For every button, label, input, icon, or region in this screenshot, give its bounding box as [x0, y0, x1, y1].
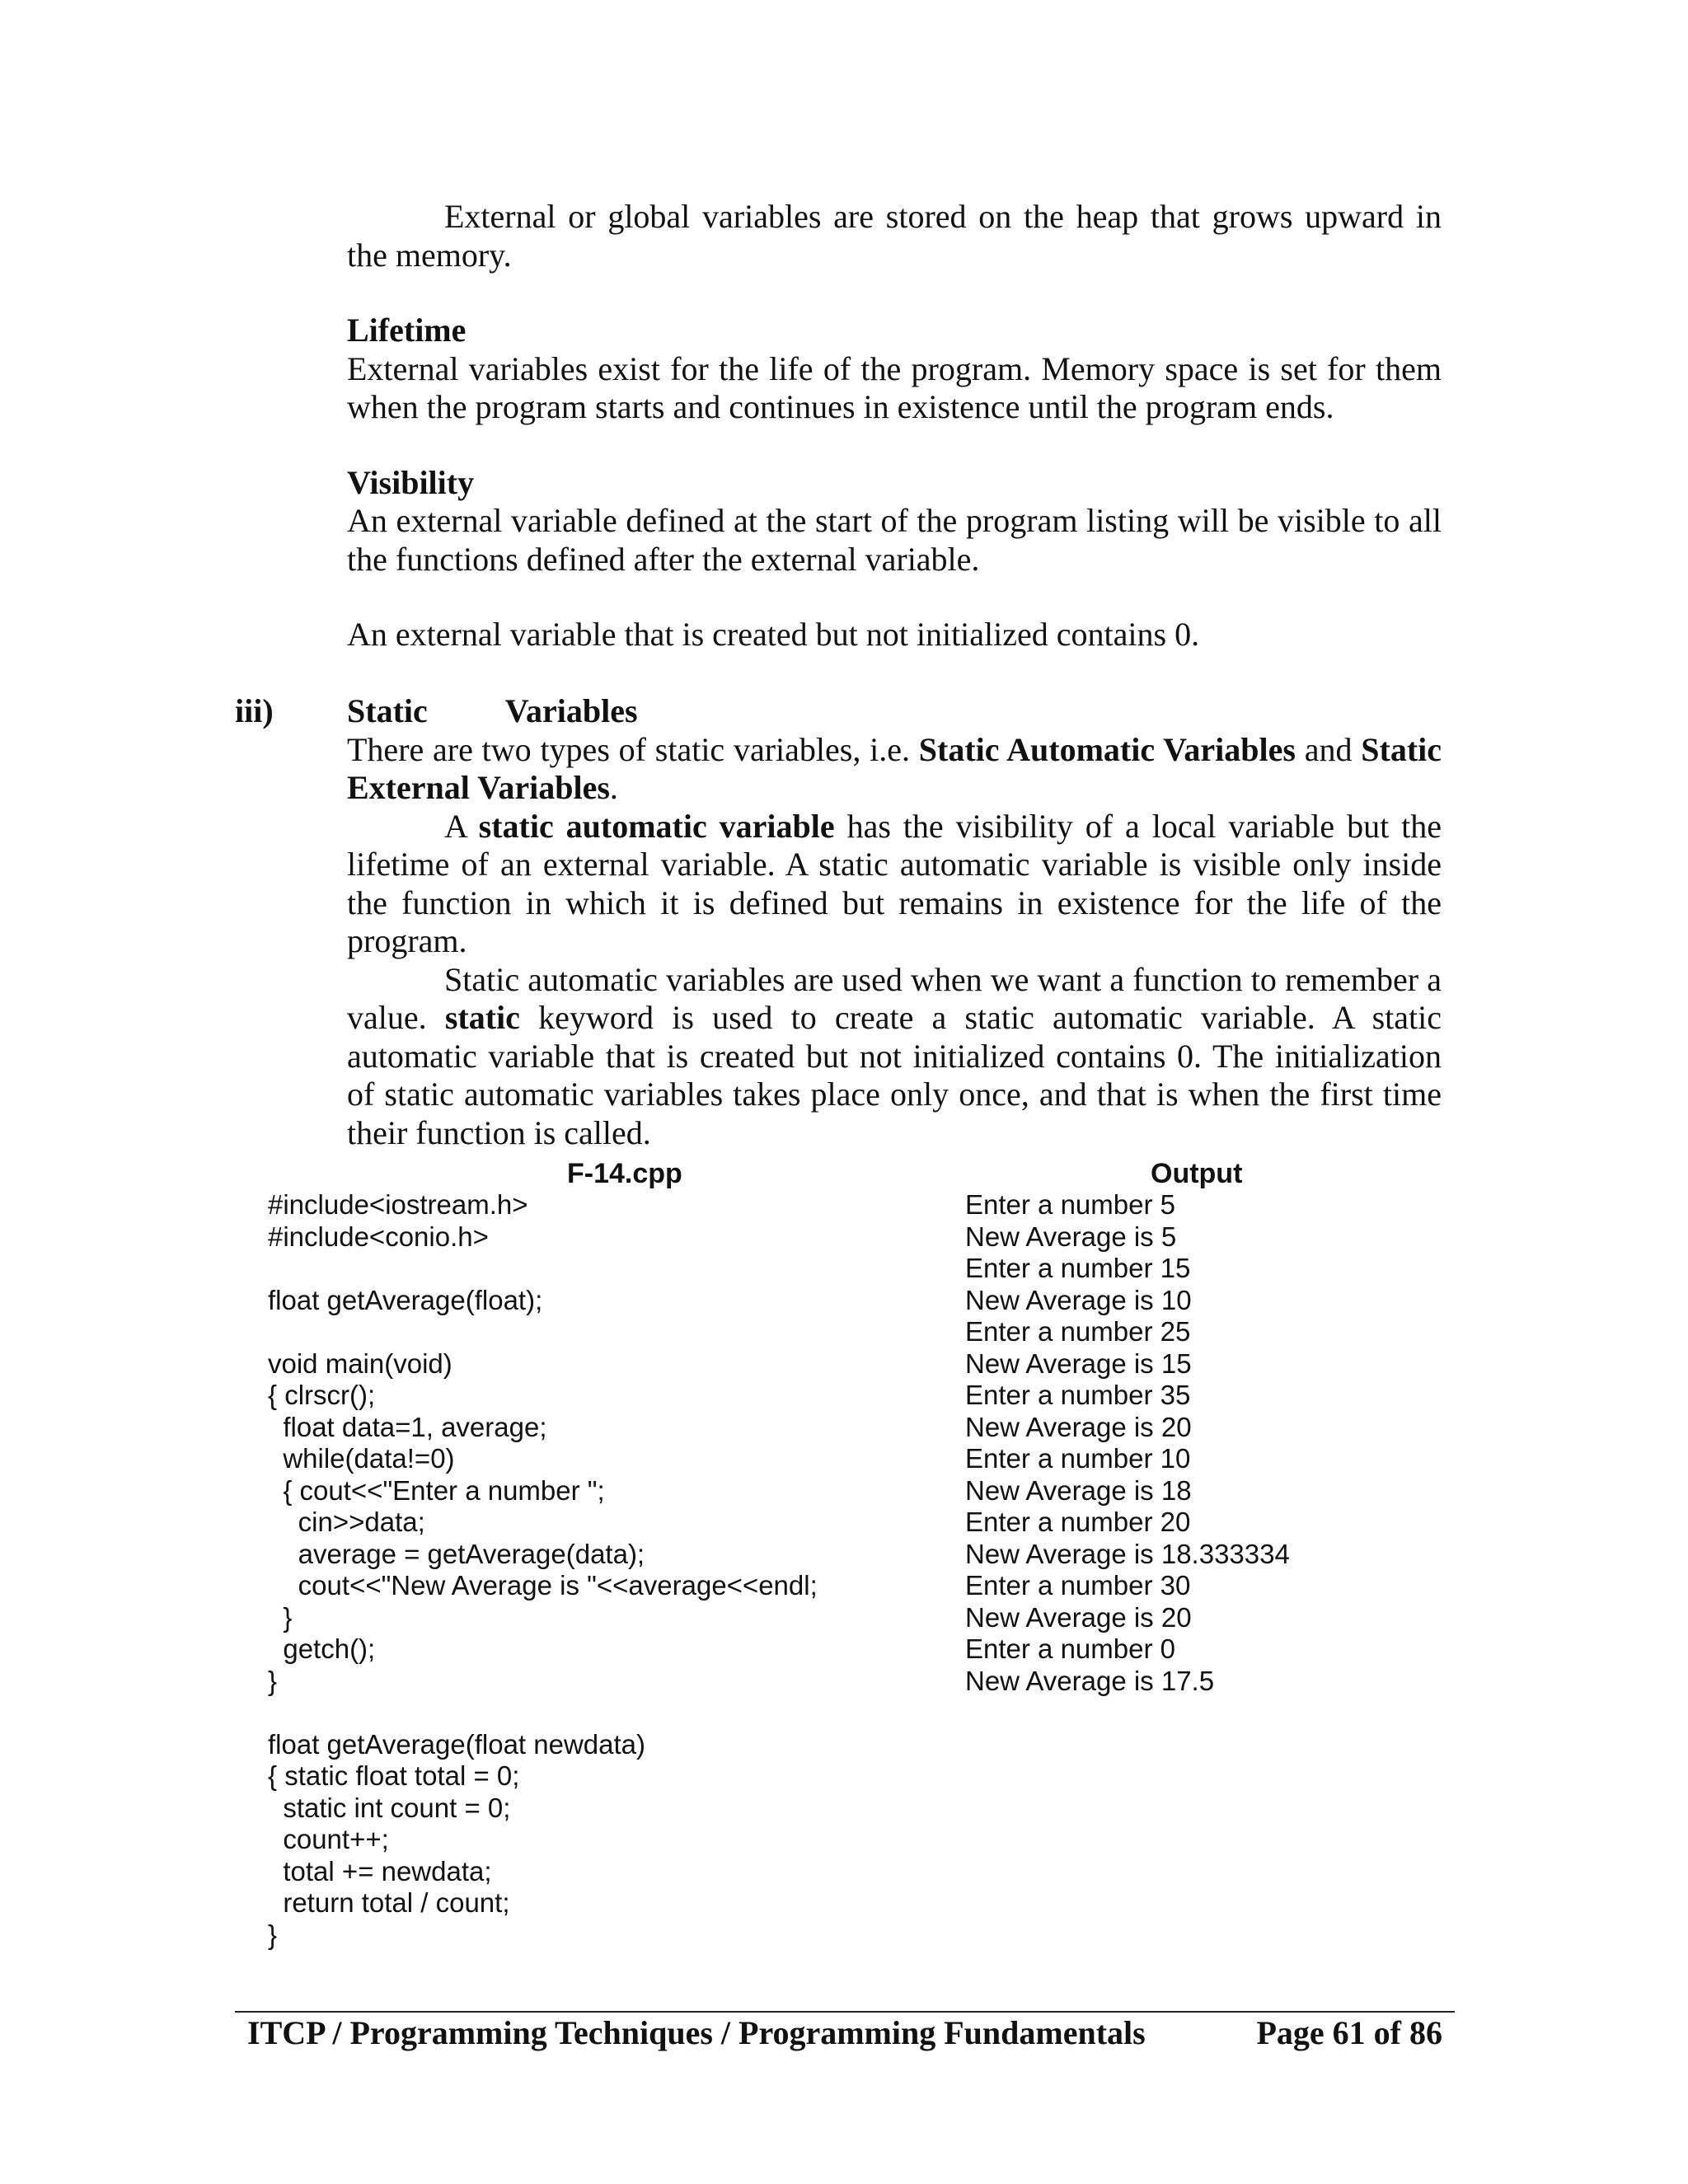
static-variables-heading	[347, 692, 1442, 731]
section-number: iii)	[235, 692, 274, 729]
heading-word-variables: Variables	[504, 692, 638, 729]
p2-text-1: A	[444, 807, 467, 845]
intro-bold-1: Static Automatic Variables	[918, 730, 1296, 768]
visibility-heading: Visibility	[347, 463, 475, 501]
intro-bold-2: Static External Variables	[347, 730, 1442, 806]
p3-text-2: keyword is used to create a static automatic variable. A static automatic variable that is created but not initialized contains 0. The initialization of static automatic variables takes place only once, and that is when the first time their function is called.	[347, 999, 1442, 1151]
code-title: F-14.cpp	[567, 1158, 682, 1189]
static-intro-paragraph	[347, 731, 1442, 808]
heap-paragraph: External or global variables are stored on the heap that grows upward in the memory.	[347, 198, 1442, 274]
intro-text-2: and	[1304, 730, 1353, 768]
p2-text-2: has the visibility of a local variable but the lifetime of an external variable. A static automatic variable is visible only inside the function in which it is defined but remains in existence for the life of the program.	[347, 807, 1442, 959]
external-variables-section	[347, 198, 1442, 654]
intro-text-3: .	[609, 769, 618, 806]
footer-title: ITCP / Programming Techniques / Programming Fundamentals	[247, 2014, 1146, 2051]
p3-text-1: Static automatic variables are used when we want a function to remember a value.	[347, 960, 1442, 1036]
static-usage-paragraph	[347, 961, 1442, 1153]
uninitialized-paragraph: An external variable that is created but not initialized contains 0.	[347, 616, 1200, 653]
program-output: Enter a number 5 New Average is 5 Enter a number 15 New Average is 10 Enter a number 25 New Average is 15 Enter a number 35 New Average is 20 Enter a number 10 New Average is 18 Enter a number 20 New Average is 18.333334 Enter a number 30 New Average is 20 Enter a number 0 New Average is 17.5	[965, 1189, 1290, 1696]
static-automatic-paragraph	[347, 808, 1442, 961]
visibility-paragraph: An external variable defined at the start of the program listing will be visible to all the functions defined after the external variable.	[347, 502, 1442, 578]
code-listing: #include<iostream.h> #include<conio.h> float getAverage(float); void main(void) { clrscr(); float data=1, average; while(data!=0) { cout<<"Enter a number "; cin>>data; average = getAverage(data); cout<<"New Average is "<<average<<endl; } getch(); } float getAverage(float newdata) { static float total = 0; static int count = 0; count++; total += newdata; return total / count; }	[268, 1189, 818, 1950]
footer-divider	[235, 2011, 1455, 2013]
lifetime-paragraph: External variables exist for the life of the program. Memory space is set for them when the program starts and continues in existence until the program ends.	[347, 349, 1442, 425]
static-variables-section	[347, 692, 1442, 1152]
heading-word-static: Static	[347, 692, 428, 729]
output-title: Output	[1151, 1158, 1243, 1189]
page-number: Page 61 of 86	[1256, 2014, 1442, 2051]
lifetime-heading: Lifetime	[347, 312, 467, 349]
p2-bold: static automatic variable	[478, 807, 835, 845]
intro-text-1: There are two types of static variables, i.e.	[347, 730, 910, 768]
p3-bold: static	[444, 999, 520, 1036]
